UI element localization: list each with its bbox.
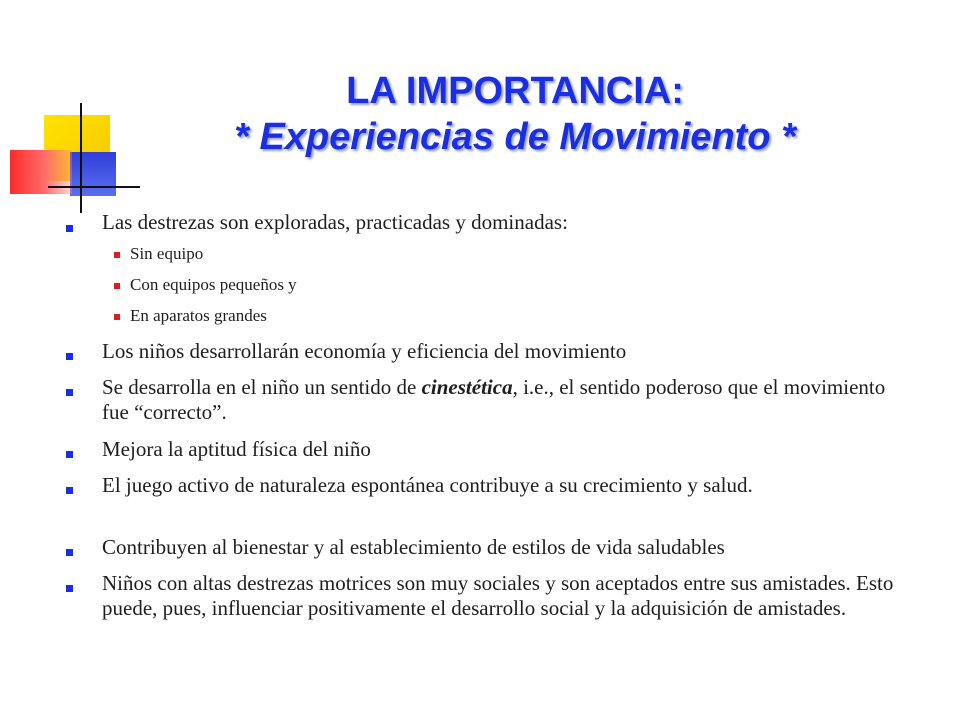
bullet-icon — [66, 389, 73, 396]
kinesthetic-text-after: , i.e., el sentido poderoso que el movimiento fue “correcto”. — [102, 375, 886, 424]
sub-item-large-apparatus: En aparatos grandes — [130, 306, 267, 325]
bullet-wellbeing: Contribuyen al bienestar y al establecimiento de estilos de vida saludables — [102, 535, 725, 559]
sub-bullet-icon — [114, 314, 120, 320]
sub-item-no-equipment: Sin equipo — [130, 244, 204, 263]
bullet-intro: Las destrezas son exploradas, practicadas y dominadas: — [102, 210, 568, 234]
sub-item-small-equipment: Con equipos pequeños y — [130, 275, 297, 294]
bullet-icon — [66, 585, 73, 592]
bullet-economy: Los niños desarrollarán economía y eficiencia del movimiento — [102, 339, 627, 363]
bullet-play: El juego activo de naturaleza espontánea contribuye a su crecimiento y salud. — [102, 473, 753, 497]
bullet-icon — [66, 353, 73, 360]
bullet-icon — [66, 225, 73, 232]
kinesthetic-text-before: Se desarrolla en el niño un sentido de — [102, 375, 422, 399]
sub-bullet-icon — [114, 252, 120, 258]
bullet-icon — [66, 549, 73, 556]
kinesthetic-emphasis: cinestética — [421, 375, 513, 399]
title-line-1: LA IMPORTANCIA: — [346, 70, 684, 112]
sub-bullet-icon — [114, 283, 120, 289]
bullet-icon — [66, 487, 73, 494]
bullet-kinesthetic — [102, 375, 902, 425]
bullet-fitness: Mejora la aptitud física del niño — [102, 437, 371, 461]
bullet-social: Niños con altas destrezas motrices son muy sociales y son aceptados entre sus amistades. Esto puede, pues, influenciar positivamente el desarrollo social y la adquisición de amistades. — [102, 571, 894, 620]
bullet-icon — [66, 451, 73, 458]
title-line-2: * Experiencias de Movimiento * — [234, 116, 796, 158]
